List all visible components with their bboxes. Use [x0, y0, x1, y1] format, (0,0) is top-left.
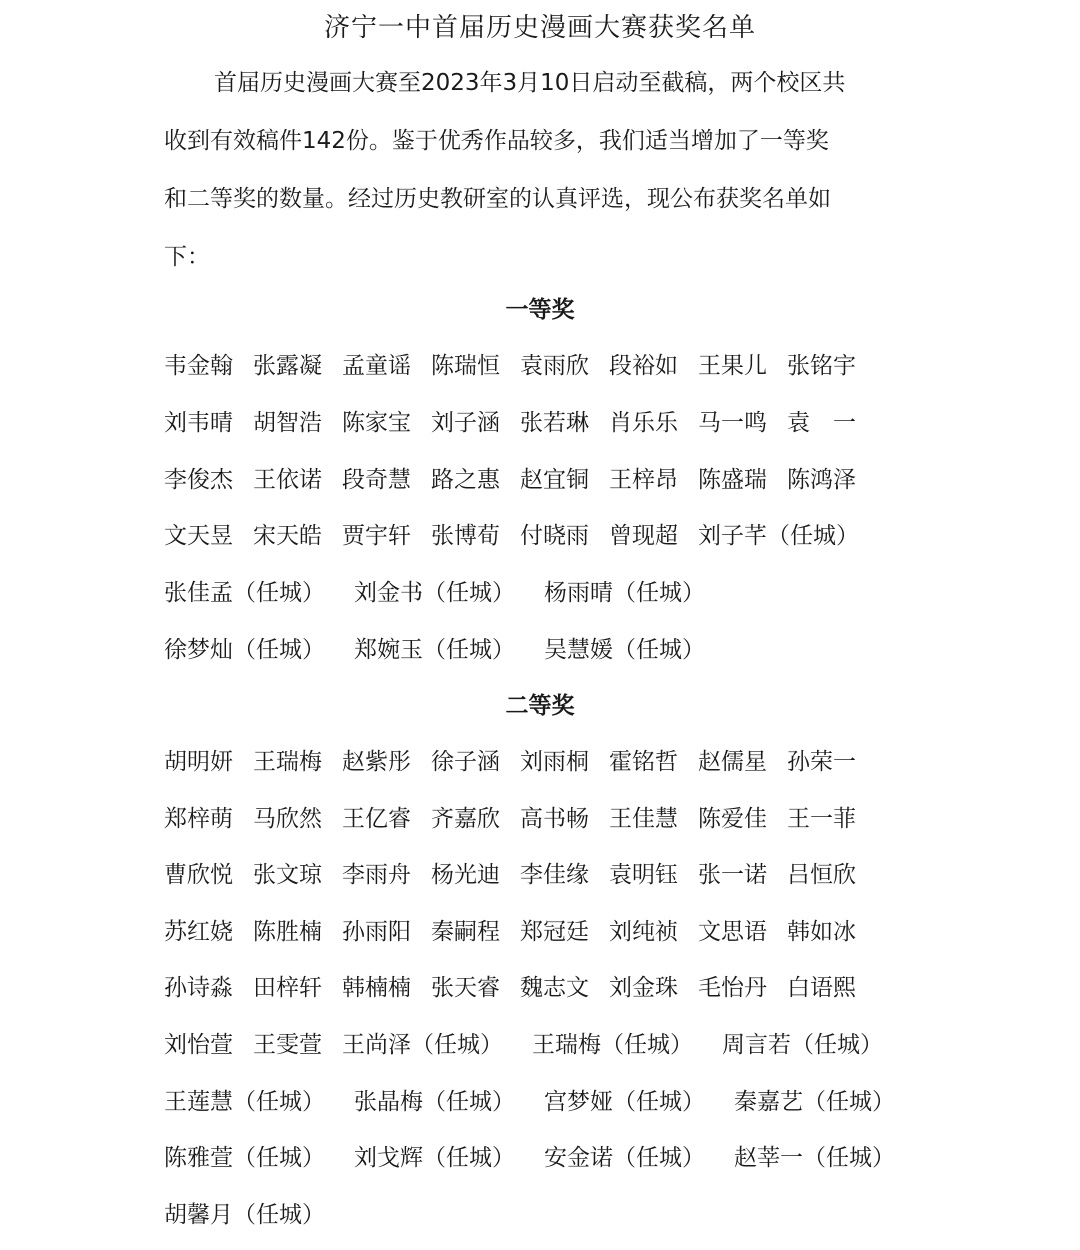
winner-name: 曹欣悦 [164, 862, 233, 889]
winner-name: 王瑞梅（任城） [532, 1032, 693, 1058]
second-prize-heading: 二等奖 [505, 693, 575, 719]
winner-name: 文天昱 [164, 523, 233, 550]
winner-name: 田梓轩 [253, 975, 322, 1002]
intro-line: 首届历史漫画大赛至2023年3月10日启动至截稿，两个校区共 [214, 70, 846, 96]
winner-name: 韦金翰 [164, 353, 233, 379]
winner-name: 王莲慧（任城） [164, 1088, 325, 1115]
winner-name: 肖乐乐 [609, 409, 678, 436]
winner-name: 陈家宝 [342, 409, 411, 436]
winner-name: 赵儒星 [698, 749, 767, 775]
winner-name: 徐子涵 [431, 749, 500, 775]
winner-name: 陈爱佳 [698, 805, 767, 832]
winner-name: 刘韦晴 [164, 409, 233, 436]
winner-name: 韩如冰 [787, 918, 856, 945]
winner-name: 安金诺（任城） [544, 1145, 705, 1172]
winner-name: 张若琳 [520, 409, 589, 436]
winner-name: 赵莘一（任城） [734, 1145, 895, 1172]
winner-name: 王依诺 [253, 466, 322, 493]
winner-name: 秦嘉艺（任城） [734, 1088, 895, 1115]
winner-name: 刘金珠 [609, 975, 678, 1002]
winner-name: 刘怡萱 [164, 1032, 233, 1058]
winner-name: 苏红娆 [164, 918, 233, 945]
winner-name: 王梓昂 [609, 466, 678, 493]
winner-name: 胡馨月（任城） [164, 1201, 325, 1228]
winner-name: 周言若（任城） [722, 1032, 883, 1058]
winner-name: 吴慧媛（任城） [544, 637, 705, 663]
winner-name: 马欣然 [253, 805, 322, 832]
winner-name: 陈盛瑞 [698, 466, 767, 493]
winner-name: 郑梓萌 [164, 805, 233, 832]
winner-name: 孙诗淼 [164, 975, 233, 1002]
winner-name: 高书畅 [520, 805, 589, 832]
winner-name: 王瑞梅 [253, 749, 322, 775]
winner-name: 段裕如 [609, 353, 678, 379]
winner-name: 李雨舟 [342, 862, 411, 889]
winner-name: 霍铭哲 [609, 749, 678, 775]
winner-name: 王尚泽（任城） [342, 1032, 503, 1058]
winner-name: 袁 一 [787, 409, 856, 436]
winner-name: 毛怡丹 [698, 975, 767, 1002]
winner-name: 张露凝 [253, 353, 322, 379]
first-prize-heading: 一等奖 [505, 297, 575, 323]
page-title: 济宁一中首届历史漫画大赛获奖名单 [323, 13, 756, 43]
winner-name: 段奇慧 [342, 466, 411, 493]
winner-name: 孟童谣 [342, 353, 411, 379]
winner-name: 齐嘉欣 [431, 805, 500, 832]
winner-name: 胡明妍 [164, 749, 233, 775]
winner-name: 张天睿 [431, 975, 500, 1002]
winner-name: 秦嗣程 [431, 918, 500, 945]
winner-name: 张铭宇 [787, 353, 856, 379]
winner-name: 杨光迪 [431, 862, 500, 889]
winner-name: 吕恒欣 [787, 862, 856, 889]
winner-name: 刘子芊（任城） [698, 523, 859, 550]
winner-name: 王一菲 [787, 805, 856, 832]
winner-name: 张博荀 [431, 523, 500, 550]
winner-name: 郑冠廷 [520, 918, 589, 945]
winner-name: 陈鸿泽 [787, 466, 856, 493]
winner-name: 宫梦娅（任城） [544, 1088, 705, 1115]
winner-name: 刘子涵 [431, 409, 500, 436]
winner-name: 马一鸣 [698, 409, 767, 436]
winner-name: 袁雨欣 [520, 353, 589, 379]
winner-name: 张佳孟（任城） [164, 580, 325, 607]
winner-name: 赵紫彤 [342, 749, 411, 775]
winner-name: 王雯萱 [253, 1032, 322, 1058]
intro-line: 和二等奖的数量。经过历史教研室的认真评选，现公布获奖名单如 [164, 186, 831, 212]
winner-name: 张文琼 [253, 862, 322, 889]
winner-name: 徐梦灿（任城） [164, 637, 325, 663]
winner-name: 陈雅萱（任城） [164, 1145, 325, 1172]
winner-name: 张晶梅（任城） [354, 1088, 515, 1115]
winner-name: 王果儿 [698, 353, 767, 379]
winner-name: 韩楠楠 [342, 975, 411, 1002]
winner-name: 赵宜铜 [520, 466, 589, 493]
winner-name: 刘纯祯 [609, 918, 678, 945]
winner-name: 文思语 [698, 918, 767, 945]
intro-line: 收到有效稿件142份。鉴于优秀作品较多，我们适当增加了一等奖 [164, 128, 829, 154]
winner-name: 李俊杰 [164, 466, 233, 493]
winner-name: 刘金书（任城） [354, 580, 515, 607]
winner-name: 郑婉玉（任城） [354, 637, 515, 663]
winner-name: 付晓雨 [520, 523, 589, 550]
winner-name: 张一诺 [698, 862, 767, 889]
winner-name: 白语熙 [787, 975, 856, 1002]
intro-line: 下： [164, 244, 210, 270]
winner-name: 王亿睿 [342, 805, 411, 832]
winner-name: 宋天皓 [253, 523, 322, 550]
winner-name: 胡智浩 [253, 409, 322, 436]
intro-paragraph [164, 54, 924, 286]
winner-name: 孙荣一 [787, 749, 856, 775]
winner-name: 袁明钰 [609, 862, 678, 889]
winner-name: 曾现超 [609, 523, 678, 550]
winner-name: 杨雨晴（任城） [544, 580, 705, 607]
winner-name: 陈胜楠 [253, 918, 322, 945]
winner-name: 王佳慧 [609, 805, 678, 832]
winner-name: 贾宇轩 [342, 523, 411, 550]
winner-name: 李佳缘 [520, 862, 589, 889]
winner-name: 刘雨桐 [520, 749, 589, 775]
winner-name: 魏志文 [520, 975, 589, 1002]
winner-name: 刘戈辉（任城） [354, 1145, 515, 1172]
winner-name: 孙雨阳 [342, 918, 411, 945]
winner-name: 陈瑞恒 [431, 353, 500, 379]
winner-name: 路之惠 [431, 466, 500, 493]
